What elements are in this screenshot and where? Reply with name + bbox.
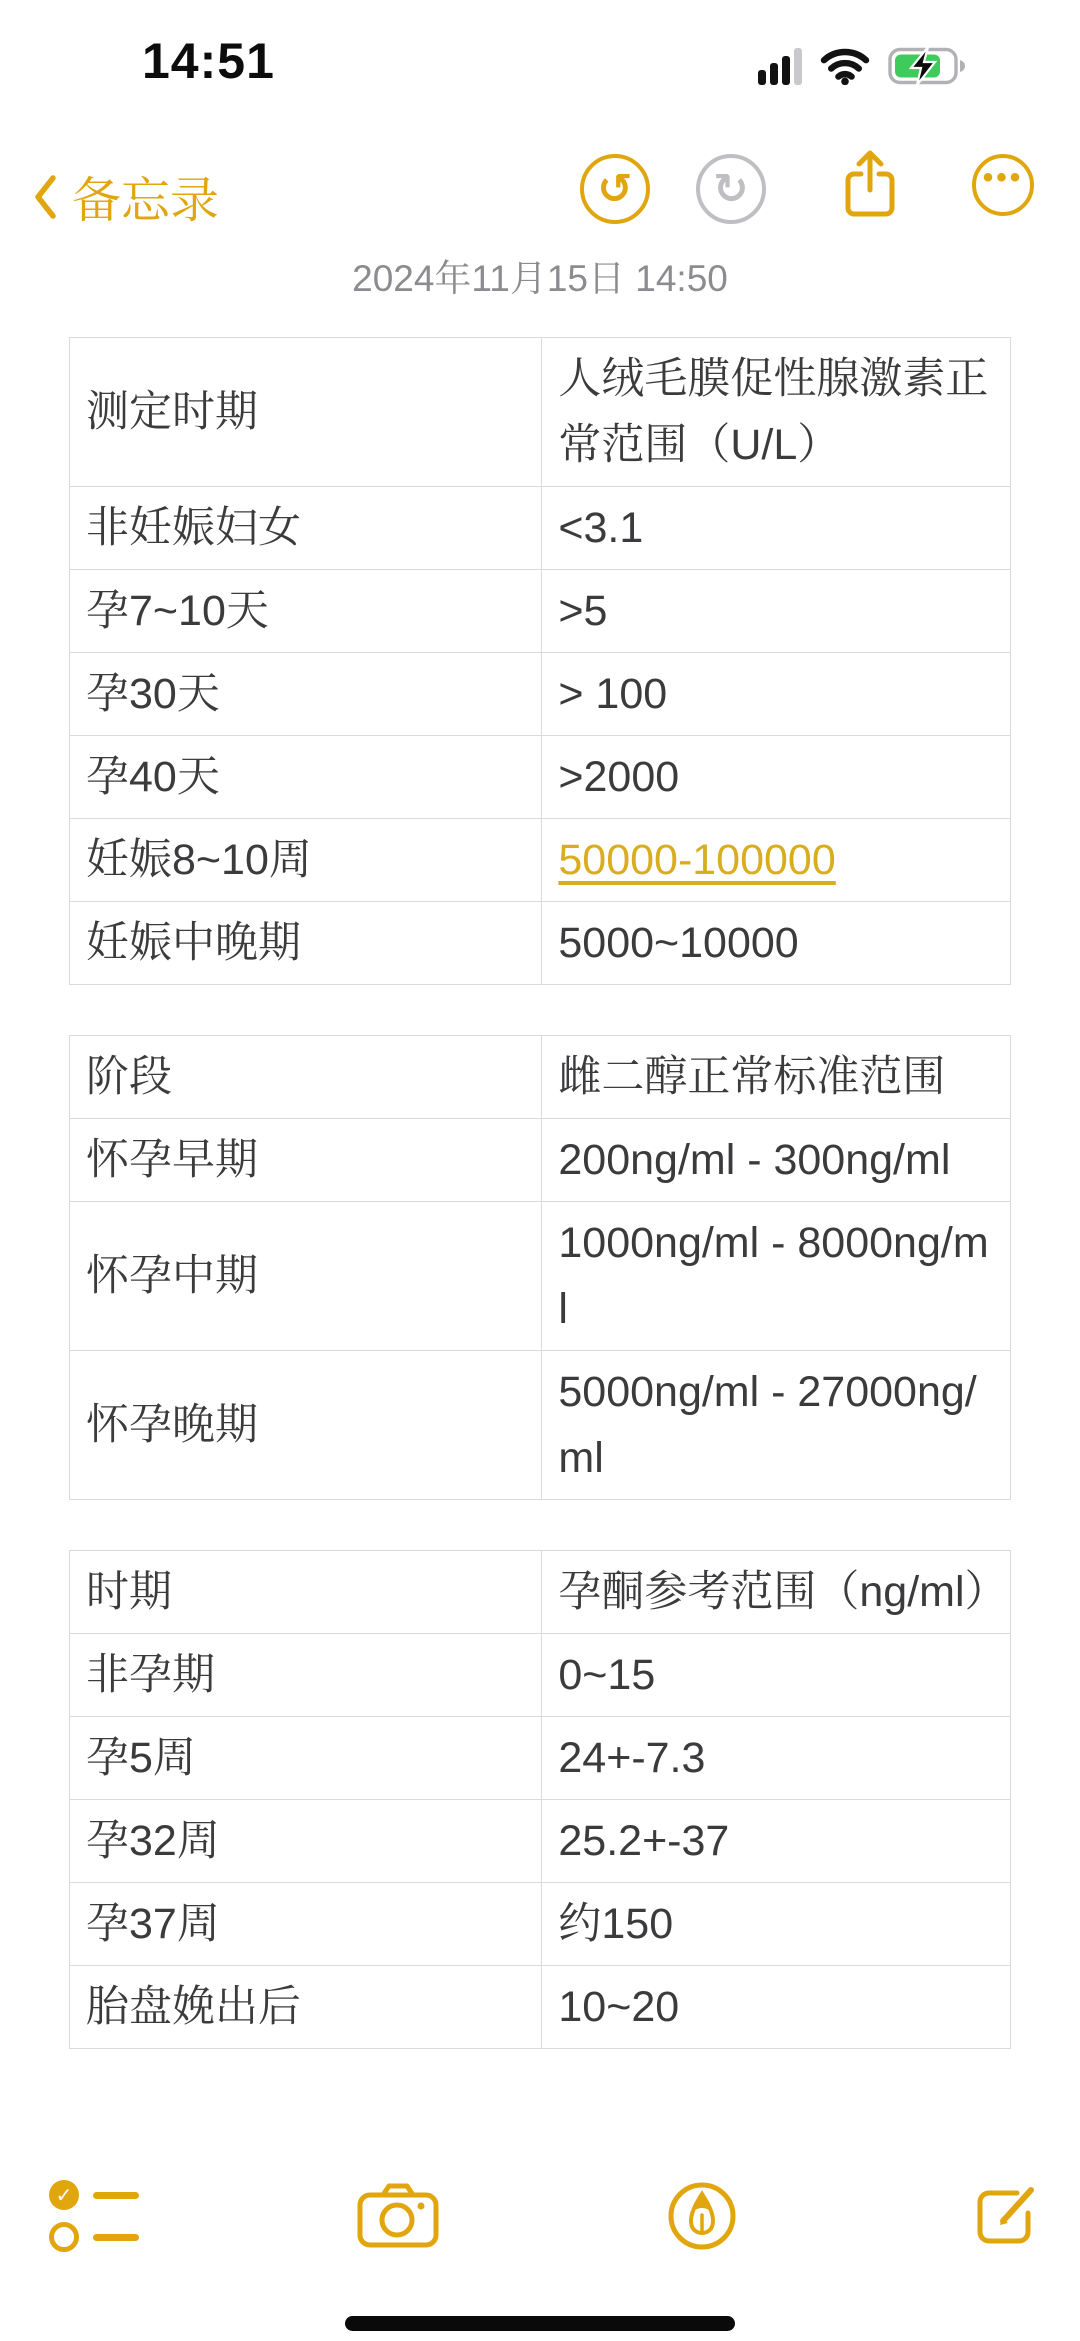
ellipsis-icon: ••• [982, 161, 1024, 194]
redo-button[interactable] [696, 154, 766, 224]
table-row [70, 1351, 1011, 1500]
table-cell: > 100 [542, 653, 1011, 736]
table-row [70, 487, 1011, 570]
table-cell: >5 [542, 570, 1011, 653]
table-row [70, 338, 1011, 487]
table-row [70, 1202, 1011, 1351]
table-cell: 孕40天 [70, 736, 542, 819]
table-cell: 雌二醇正常标准范围 [542, 1036, 1011, 1119]
table-cell: 时期 [70, 1551, 542, 1634]
note-body [69, 337, 1011, 2099]
table-cell: 孕酮参考范围（ng/ml） [542, 1551, 1011, 1634]
note-date: 2024年11月15日 14:50 [352, 258, 728, 299]
table-cell: <3.1 [542, 487, 1011, 570]
table-cell: 孕32周 [70, 1800, 542, 1883]
hcg-table [69, 337, 1011, 985]
estradiol-table [69, 1035, 1011, 1500]
table-cell: 胎盘娩出后 [70, 1966, 542, 2049]
table-row [70, 1883, 1011, 1966]
table-cell: 妊娠中晚期 [70, 902, 542, 985]
share-icon [840, 146, 900, 222]
table-cell: 孕37周 [70, 1883, 542, 1966]
status-icons [758, 44, 970, 88]
table-cell: 妊娠8~10周 [70, 819, 542, 902]
redo-icon: ↻ [713, 165, 749, 212]
checklist-button[interactable] [56, 2178, 132, 2254]
table-row [70, 1634, 1011, 1717]
share-button[interactable] [840, 146, 900, 222]
table-row [70, 1119, 1011, 1202]
battery-charging-icon [888, 47, 970, 85]
markup-button[interactable] [664, 2178, 740, 2254]
camera-icon [357, 2183, 439, 2249]
status-time: 14:51 [142, 33, 275, 89]
table-cell: 0~15 [542, 1634, 1011, 1717]
compose-button[interactable] [968, 2178, 1044, 2254]
table-row [70, 653, 1011, 736]
table-cell: 24+-7.3 [542, 1717, 1011, 1800]
table-cell: 孕5周 [70, 1717, 542, 1800]
table-row [70, 819, 1011, 902]
wifi-icon [820, 47, 870, 85]
table-row [70, 1717, 1011, 1800]
table-cell: 怀孕早期 [70, 1119, 542, 1202]
table-cell: 人绒毛膜促性腺激素正常范围（U/L） [542, 338, 1011, 487]
table-cell: 怀孕中期 [70, 1202, 542, 1351]
progesterone-table [69, 1550, 1011, 2049]
camera-button[interactable] [360, 2178, 436, 2254]
table-row [70, 570, 1011, 653]
home-indicator[interactable] [345, 2316, 735, 2331]
table-cell: 孕30天 [70, 653, 542, 736]
bottom-toolbar [0, 2178, 1080, 2254]
table-cell: 5000~10000 [542, 902, 1011, 985]
back-label: 备忘录 [72, 174, 220, 228]
table-row [70, 1551, 1011, 1634]
table-row [70, 736, 1011, 819]
table-cell: >2000 [542, 736, 1011, 819]
table-row [70, 902, 1011, 985]
table-cell-link[interactable]: 50000-100000 [542, 819, 1011, 902]
table-cell: 200ng/ml - 300ng/ml [542, 1119, 1011, 1202]
chevron-left-icon [32, 173, 58, 221]
table-cell: 10~20 [542, 1966, 1011, 2049]
status-bar [0, 0, 1080, 110]
table-cell: 测定时期 [70, 338, 542, 487]
markup-pen-icon [667, 2181, 737, 2251]
table-cell: 25.2+-37 [542, 1800, 1011, 1883]
table-row [70, 1966, 1011, 2049]
table-cell: 非妊娠妇女 [70, 487, 542, 570]
empty-circle-icon [49, 2222, 79, 2252]
check-circle-icon: ✓ [49, 2180, 79, 2210]
table-cell: 阶段 [70, 1036, 542, 1119]
table-row [70, 1800, 1011, 1883]
nav-bar [0, 150, 1080, 260]
table-cell: 孕7~10天 [70, 570, 542, 653]
table-cell: 怀孕晚期 [70, 1351, 542, 1500]
back-button[interactable] [32, 162, 219, 232]
compose-icon [971, 2181, 1041, 2251]
table-cell: 非孕期 [70, 1634, 542, 1717]
table-cell: 约150 [542, 1883, 1011, 1966]
table-cell: 5000ng/ml - 27000ng/ml [542, 1351, 1011, 1500]
table-row [70, 1036, 1011, 1119]
undo-button[interactable] [580, 154, 650, 224]
checklist-icon [49, 2180, 139, 2252]
more-button[interactable] [972, 154, 1034, 216]
table-cell: 1000ng/ml - 8000ng/ml [542, 1202, 1011, 1351]
undo-icon: ↺ [597, 165, 633, 212]
cellular-signal-icon [758, 47, 802, 85]
